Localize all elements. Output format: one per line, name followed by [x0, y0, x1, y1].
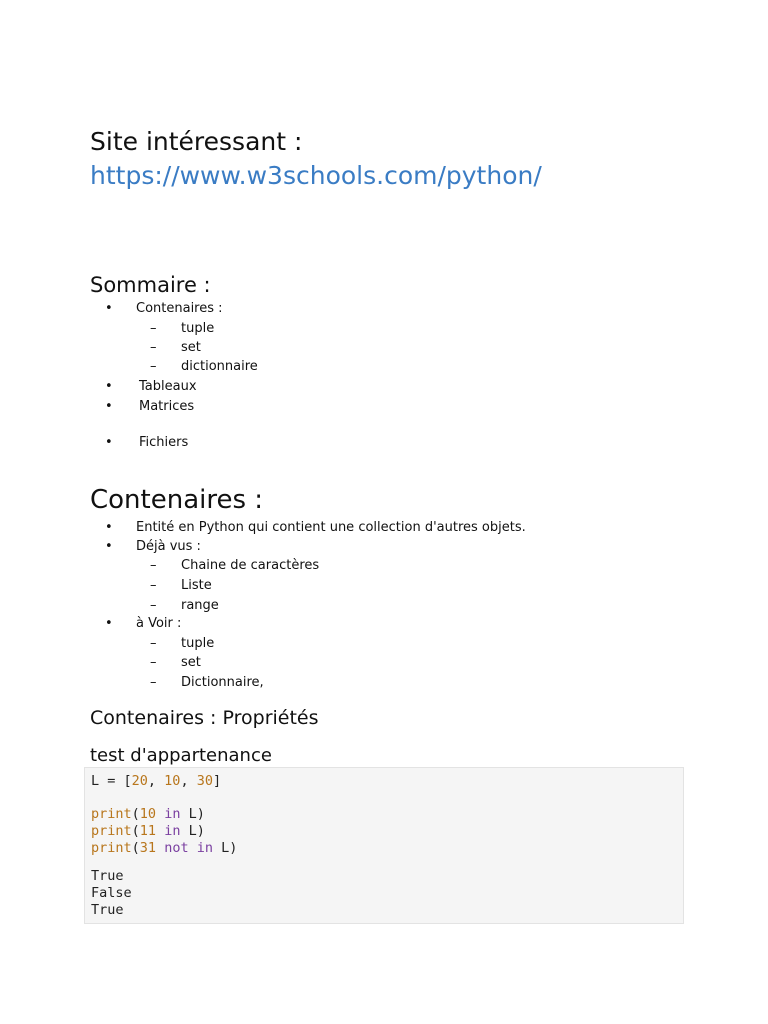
dash-icon: –: [150, 321, 157, 336]
proprietes-title: Contenaires : Propriétés: [90, 707, 319, 729]
sommaire-subitem-set: set: [181, 340, 201, 355]
contenaires-subitem: range: [181, 598, 219, 613]
contenaires-item-deja-vus: Déjà vus :: [136, 539, 201, 554]
code-line-print-10: print(10 in L): [91, 806, 205, 822]
code-output-line: True: [91, 868, 124, 884]
contenaires-subitem: set: [181, 655, 201, 670]
sommaire-title: Sommaire :: [90, 273, 211, 297]
bullet-icon: •: [105, 379, 113, 394]
contenaires-subitem: Liste: [181, 578, 212, 593]
code-line-print-31: print(31 not in L): [91, 840, 238, 856]
code-output-line: False: [91, 885, 132, 901]
dash-icon: –: [150, 558, 157, 573]
dash-icon: –: [150, 340, 157, 355]
sommaire-subitem-tuple: tuple: [181, 321, 215, 336]
proprietes-subtitle: test d'appartenance: [90, 745, 272, 766]
sommaire-item-matrices: Matrices: [139, 399, 195, 414]
dash-icon: –: [150, 675, 157, 690]
bullet-icon: •: [105, 539, 113, 554]
bullet-icon: •: [105, 435, 113, 450]
dash-icon: –: [150, 359, 157, 374]
sommaire-item-contenaires: Contenaires :: [136, 301, 223, 316]
dash-icon: –: [150, 655, 157, 670]
sommaire-subitem-dictionnaire: dictionnaire: [181, 359, 258, 374]
contenaires-subitem: Chaine de caractères: [181, 558, 320, 573]
contenaires-subitem: tuple: [181, 636, 215, 651]
contenaires-subitem: Dictionnaire,: [181, 675, 264, 690]
sommaire-item-tableaux: Tableaux: [139, 379, 197, 394]
dash-icon: –: [150, 578, 157, 593]
contenaires-title: Contenaires :: [90, 485, 264, 515]
code-line-print-11: print(11 in L): [91, 823, 205, 839]
contenaires-item-a-voir: à Voir :: [136, 616, 182, 631]
bullet-icon: •: [105, 616, 113, 631]
site-url-link[interactable]: https://www.w3schools.com/python/: [90, 161, 542, 190]
bullet-icon: •: [105, 520, 113, 535]
bullet-icon: •: [105, 301, 113, 316]
dash-icon: –: [150, 636, 157, 651]
code-block: [84, 767, 684, 924]
bullet-icon: •: [105, 399, 113, 414]
code-line-assign: L = [20, 10, 30]: [91, 773, 222, 789]
code-output-line: True: [91, 902, 124, 918]
dash-icon: –: [150, 598, 157, 613]
contenaires-item-definition: Entité en Python qui contient une collection d'autres objets.: [136, 520, 526, 535]
sommaire-item-fichiers: Fichiers: [139, 435, 189, 450]
site-label: Site intéressant :: [90, 127, 303, 156]
